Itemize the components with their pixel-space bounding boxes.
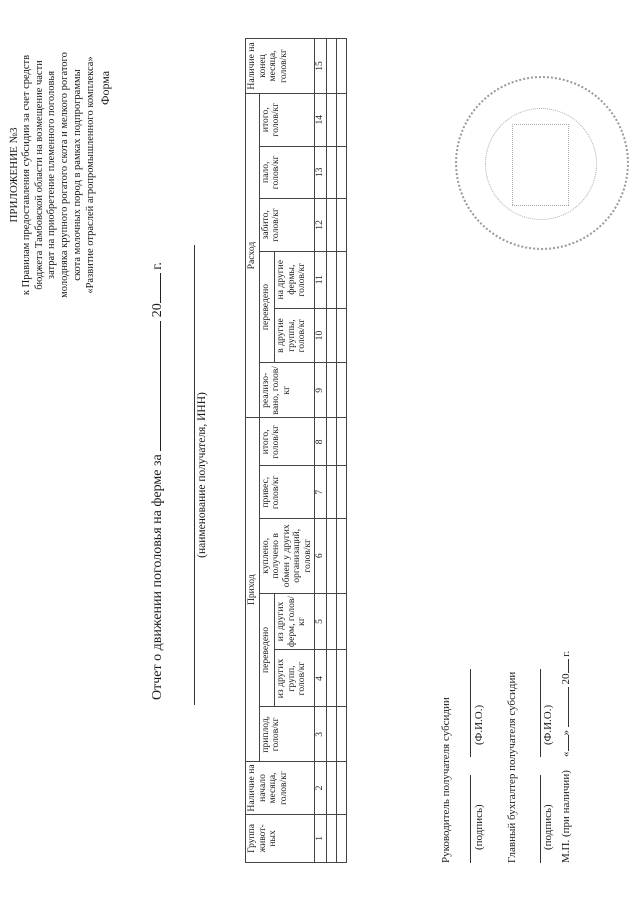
name-caption: (Ф.И.О.)	[473, 704, 485, 745]
col-dead: пало, голов/кг	[259, 146, 315, 199]
col-sold: реализо-вано, голов/кг	[259, 363, 315, 418]
col-start-balance: Наличие на начало месяца, голов/кг	[246, 762, 315, 815]
column-number: 8	[315, 418, 327, 466]
name-caption: (Ф.И.О.)	[542, 704, 554, 745]
recipient-name-line[interactable]	[194, 245, 195, 705]
report-title	[148, 0, 166, 700]
stamp-label: М.П. (при наличии)	[560, 770, 572, 863]
report-year: 20	[150, 303, 165, 318]
col-end-balance: Наличие на конец месяца, голов/кг	[246, 39, 315, 94]
col-bought: куплено, получено в обмен у других организаций, голов/кг	[259, 519, 315, 593]
col-offspring: приплод, голов/кг	[259, 707, 315, 762]
col-to-farms: на другие фермы, голов/кг	[275, 251, 315, 308]
period-blank[interactable]	[148, 321, 161, 451]
head-signature-line[interactable]	[470, 775, 471, 863]
seal-core	[512, 124, 569, 206]
column-number: 15	[315, 39, 327, 94]
appendix-header	[8, 5, 98, 345]
organization-seal	[455, 76, 629, 250]
column-number: 9	[315, 363, 327, 418]
column-number: 1	[315, 814, 327, 862]
accountant-signature-line[interactable]	[540, 775, 541, 863]
col-to-groups: в другие группы, голов/кг	[275, 308, 315, 363]
year-blank[interactable]	[568, 660, 569, 674]
col-transferred-in: переведено	[259, 593, 275, 707]
table-row[interactable]	[336, 39, 346, 863]
recipient-caption: (наименование получателя, ИНН)	[196, 392, 208, 558]
day-blank[interactable]	[568, 736, 569, 752]
appendix-line: «Развитие отраслей агропромышленного комплекса»	[84, 56, 96, 294]
col-from-farms: из других ферм, голов/кг	[275, 593, 315, 650]
col-transferred-out: переведено	[259, 251, 275, 363]
income-header: Приход	[246, 418, 260, 762]
column-number: 13	[315, 146, 327, 199]
appendix-line: скота молочных пород в рамках подпрограммы	[71, 69, 83, 281]
column-number: 3	[315, 707, 327, 762]
livestock-movement-table	[245, 38, 347, 863]
expense-header: Расход	[246, 93, 260, 417]
column-number: 10	[315, 308, 327, 363]
table-header-row	[259, 39, 275, 863]
col-total-out: итого, голов/кг	[259, 93, 315, 146]
accountant-label: Главный бухгалтер получателя субсидии	[506, 671, 518, 863]
head-label: Руководитель получателя субсидии	[440, 697, 452, 863]
sign-caption: (подпись)	[542, 804, 554, 850]
column-number: 6	[315, 519, 327, 593]
table-header-row	[246, 39, 260, 863]
sign-caption: (подпись)	[473, 804, 485, 850]
appendix-line: молодняка крупного рогатого скота и мелкого рогатого	[59, 52, 71, 298]
report-year-suffix: г.	[150, 262, 165, 270]
year-blank[interactable]	[148, 273, 161, 303]
column-number-row	[315, 39, 327, 863]
head-name-line[interactable]	[470, 669, 471, 757]
col-from-groups: из других групп, голов/кг	[275, 650, 315, 707]
date-field: «» 20 г.	[560, 650, 572, 757]
col-gain: привес, голов/кг	[259, 466, 315, 519]
appendix-line: затрат на приобретение племенного поголовья	[46, 70, 58, 280]
column-number: 7	[315, 466, 327, 519]
report-title-text: Отчет о движении поголовья на ферме за	[150, 454, 165, 700]
table-row[interactable]	[326, 39, 336, 863]
form-label: Форма	[98, 70, 112, 105]
column-number: 4	[315, 650, 327, 707]
column-number: 14	[315, 93, 327, 146]
col-animal-group: Группа живот-ных	[246, 814, 315, 862]
appendix-title: ПРИЛОЖЕНИЕ №3	[8, 127, 20, 223]
accountant-name-line[interactable]	[540, 669, 541, 757]
column-number: 2	[315, 762, 327, 815]
appendix-line: к Правилам предоставления субсидии за счет средств	[20, 54, 32, 296]
col-total-in: итого, голов/кг	[259, 418, 315, 466]
appendix-line: бюджета Тамбовской области на возмещение части	[33, 60, 45, 290]
column-number: 11	[315, 251, 327, 308]
column-number: 12	[315, 199, 327, 252]
column-number: 5	[315, 593, 327, 650]
month-blank[interactable]	[568, 687, 569, 727]
col-slaughtered: забито, голов/кг	[259, 199, 315, 252]
